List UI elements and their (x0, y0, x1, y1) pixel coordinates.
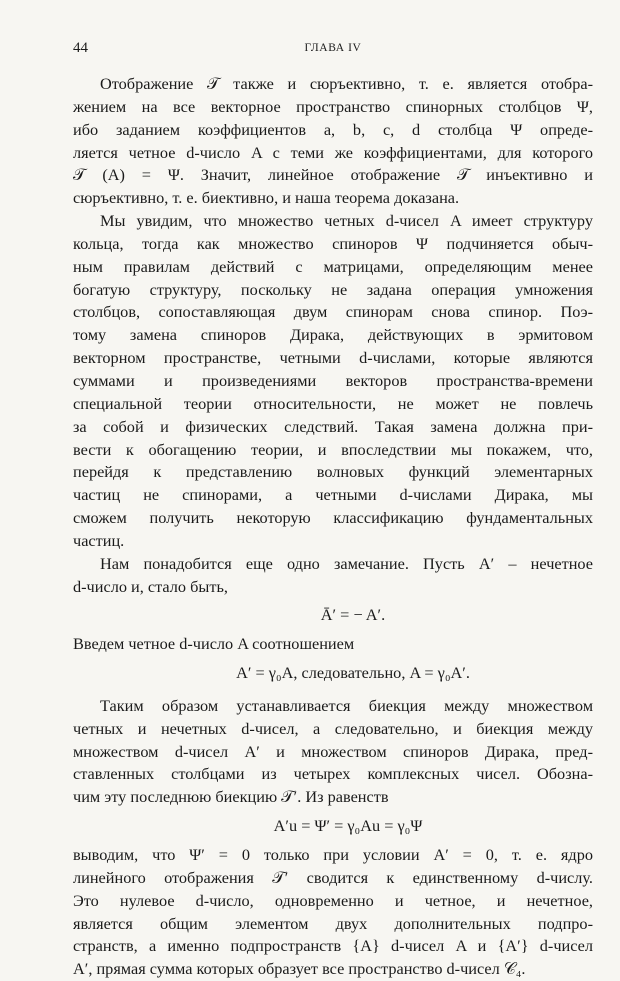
equation-gamma: A′ = γ₀A, следовательно, A = γ₀A′. (236, 663, 470, 683)
text-line: Это нулевое d-число, одновременно и четное, и нечетное, (73, 890, 593, 910)
text-line: 𝒯 (A) = Ψ. Значит, линейное отображение 𝒯 инъективно и (73, 165, 593, 185)
text-line: Мы увидим, что множество четных d-чисел A имеет структуру (100, 211, 593, 231)
page-body (73, 73, 593, 981)
text-line: специальной теории относительности, не может не повлечь (73, 393, 593, 413)
text-line: за собой и физических следствий. Такая замена должна при- (73, 416, 593, 436)
text-line: d-число и, стало быть, (73, 576, 228, 596)
text-line: странств, а именно подпространств {A} d-чисел A и {A′} d-чисел (73, 936, 593, 956)
text-line: чим эту последнюю биекцию 𝒯′. Из равенств (73, 787, 389, 807)
text-line: вести к обогащению теории, и впоследствии мы покажем, что, (73, 439, 593, 459)
text-line: сюръективно, т. е. биективно, и наша теорема доказана. (73, 188, 460, 208)
running-title: ГЛАВА IV (304, 42, 362, 54)
text-line: частиц. (73, 530, 125, 550)
text-line: является общим элементом двух дополнительных подпро- (73, 913, 593, 933)
text-line: векторном пространстве, четными d-числами, которые являются (73, 348, 593, 368)
text-line: ставленных столбцами из четырех комплексных чисел. Обозна- (73, 764, 593, 784)
text-line: перейдя к представлению волновых функций элементарных (73, 462, 593, 482)
text-line: частиц не спинорами, а четными d-числами Дирака, мы (73, 485, 593, 505)
text-line: линейного отображения 𝒯′ сводится к единственному d-числу. (73, 867, 593, 887)
text-line: тому замена спиноров Дирака, действующих в эрмитовом (73, 325, 593, 345)
text-line: ным правилам действий с матрицами, определяющим менее (73, 256, 593, 276)
text-line: кольца, тогда как множество спиноров Ψ подчиняется обыч- (73, 233, 593, 253)
text-line: Отображение 𝒯 также и сюръективно, т. е. является отобра- (100, 74, 593, 93)
text-line: ибо заданием коэффициентов a, b, c, d столбца Ψ опреде- (73, 119, 593, 139)
text-line: жением на все векторное пространство спинорных столбцов Ψ, (73, 96, 593, 116)
text-line: Нам понадобится еще одно замечание. Пусть A′ – нечетное (100, 553, 593, 573)
text-line: столбцов, сопоставляющая двум спинорам снова спинор. Поэ- (73, 302, 593, 322)
text-line: ляется четное d-число A с теми же коэффициентами, для которого (73, 142, 593, 162)
text-line: богатую структуру, поскольку не задана операция умножения (73, 279, 593, 299)
text-line: Введем четное d-число A соотношением (73, 634, 355, 654)
text-line: сможем получить некоторую классификацию фундаментальных (73, 508, 593, 528)
page-header (73, 40, 593, 60)
text-line: Таким образом устанавливается биекция между множеством (100, 695, 593, 715)
page-number: 44 (73, 40, 88, 56)
text-line: суммами и произведениями векторов пространства-времени (73, 370, 593, 390)
text-line: четных и нечетных d-чисел, а следовательно, и биекция между (73, 718, 593, 738)
equation-conjugate: Ā′ = − A′. (320, 605, 386, 625)
text-line: A′, прямая сумма которых образует все пространство d-чисел 𝒞₄. (73, 959, 526, 979)
text-line: множеством d-чисел A′ и множеством спиноров Дирака, пред- (73, 741, 593, 761)
text-line: выводим, что Ψ′ = 0 только при условии A′ = 0, т. е. ядро (73, 845, 593, 864)
equation-spinor: A′u = Ψ′ = γ₀Au = γ₀Ψ (273, 816, 423, 836)
